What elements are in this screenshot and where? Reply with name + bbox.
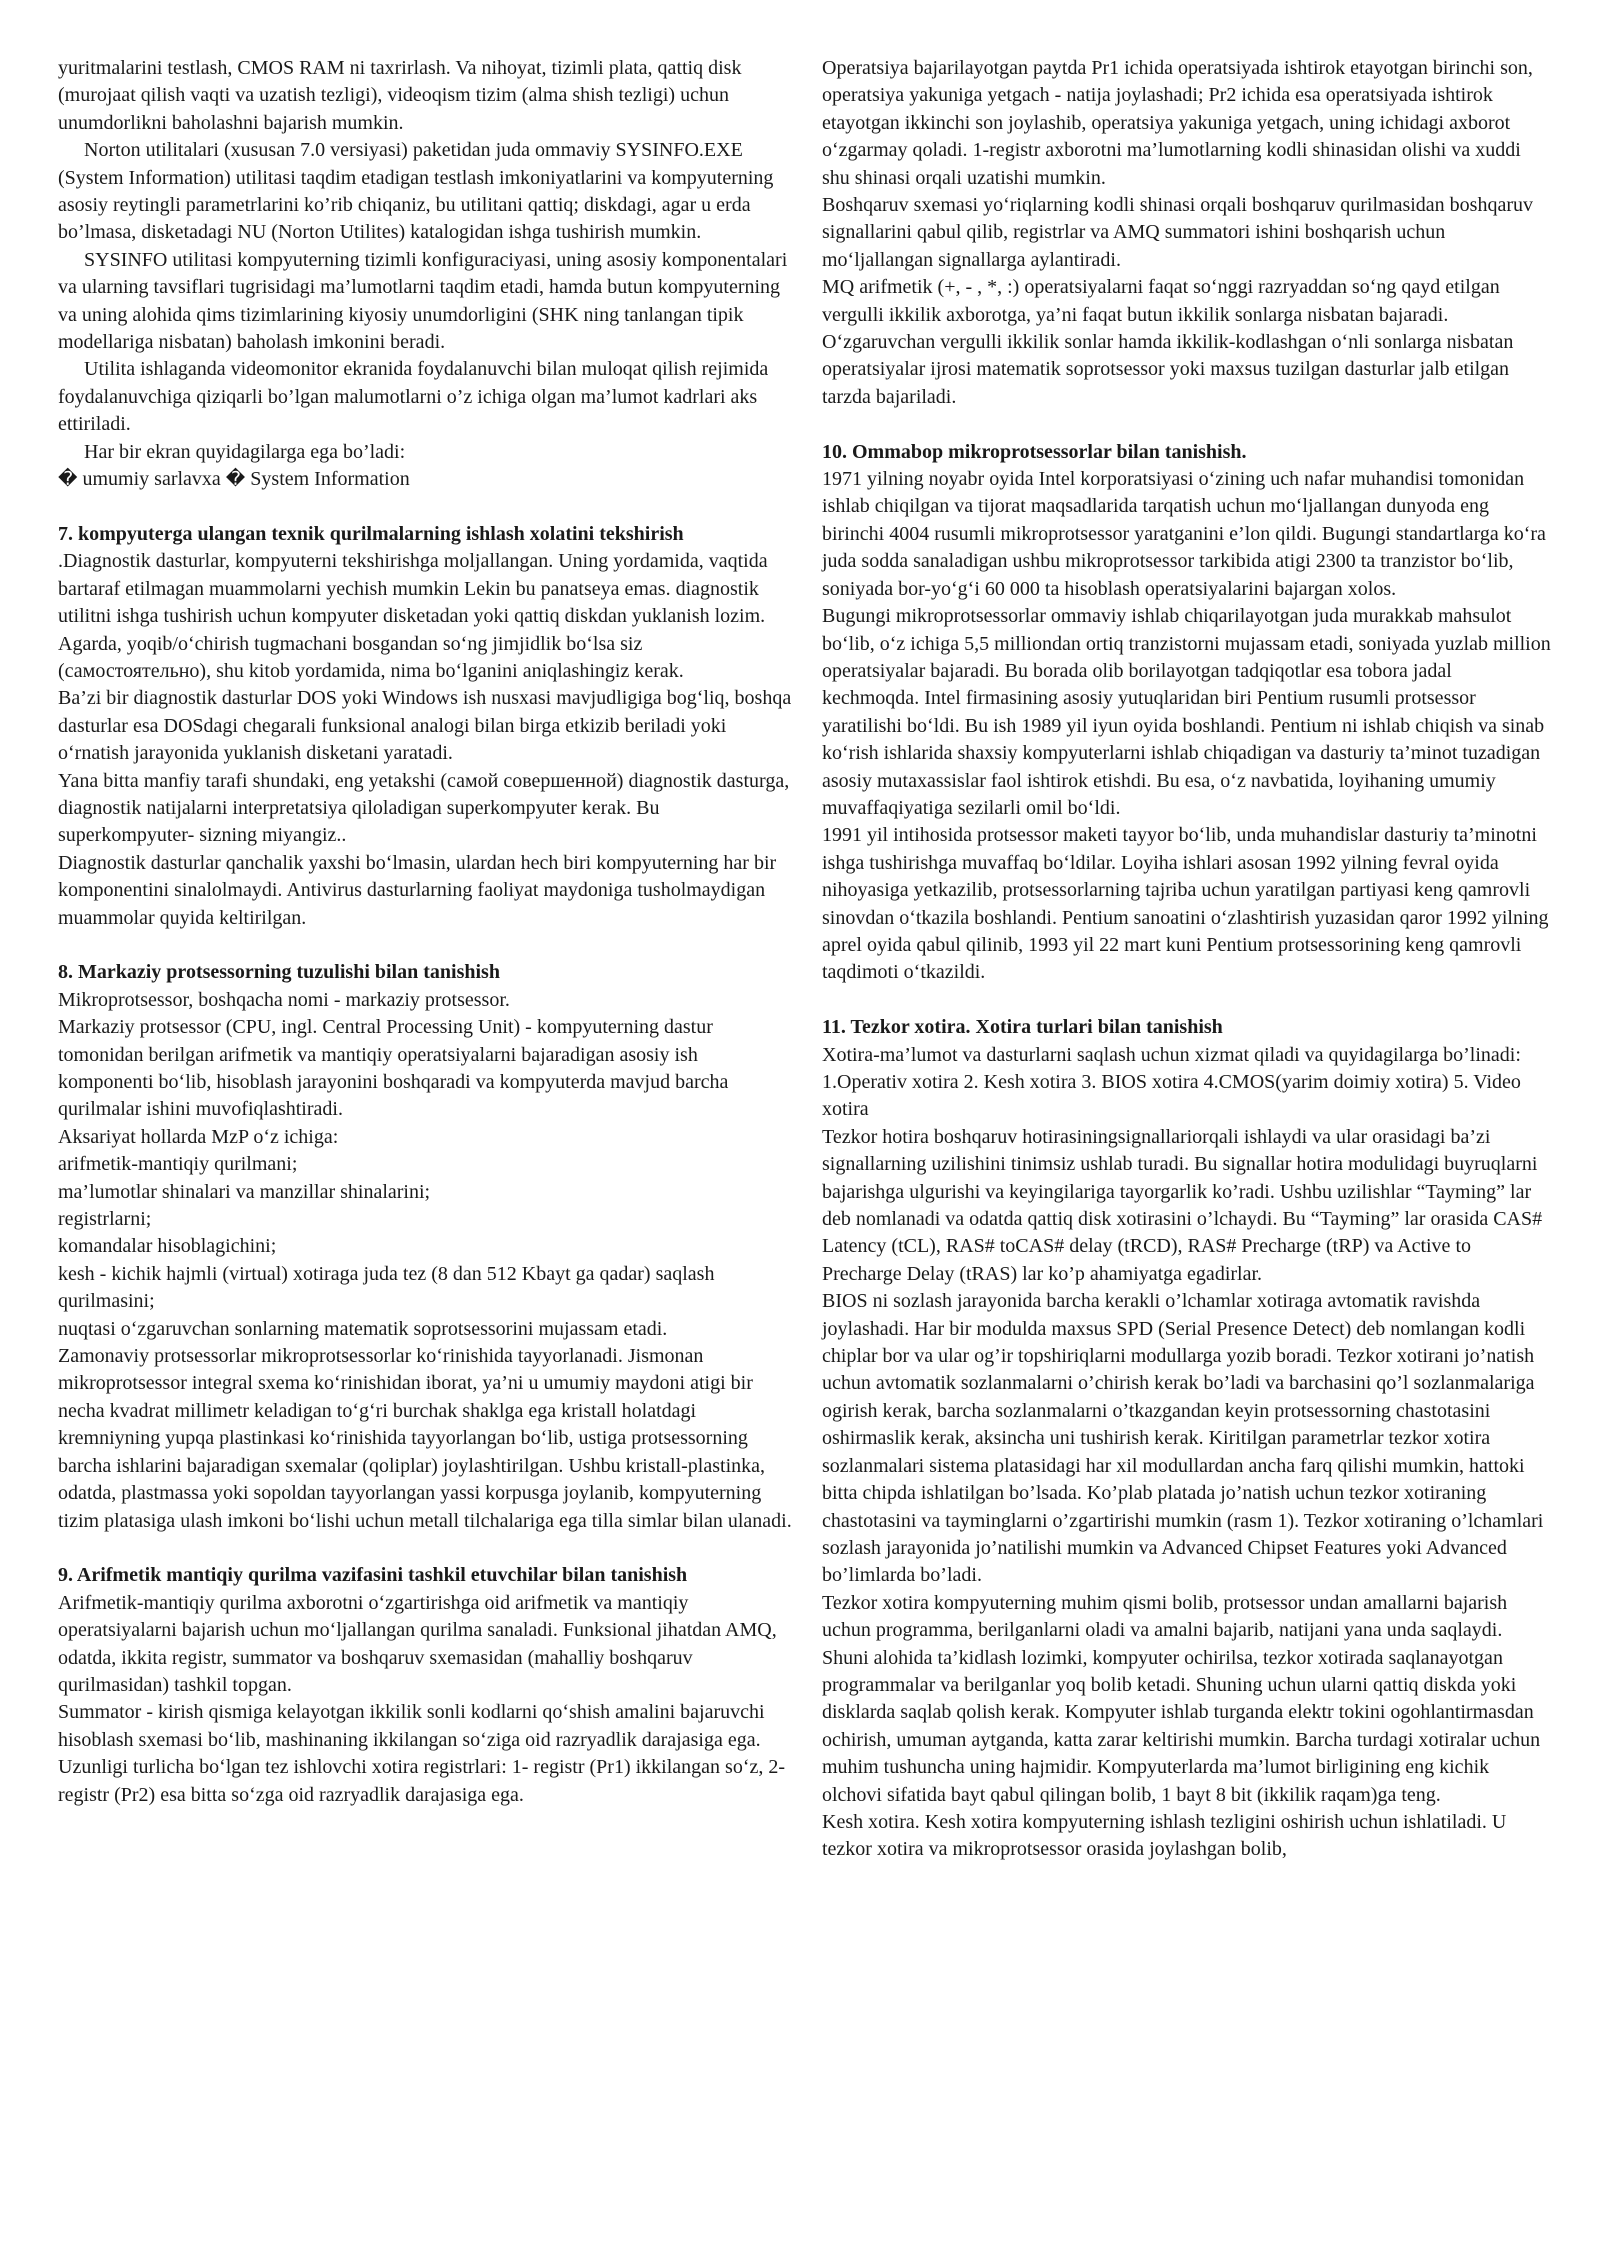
paragraph: 1.Operativ xotira 2. Kesh xotira 3. BIOS xotira 4.CMOS(yarim doimiy xotira) 5. Video xotira [822,1071,1521,1121]
section-heading: 11. Tezkor xotira. Xotira turlari bilan tanishish [822,1016,1223,1039]
paragraph: 1991 yil intihosida protsessor maketi tayyor bo‘lib, unda muhandislar dasturiy ta’minotni ishga tushirishga muvaffaq bo‘ldilar. Loyiha ishlari asosan 1992 yilning fevral oyida nihoyasiga yetkazilib, protsessorlarning tajriba uchun yaratilgan partiyasi keng qamrovli sinovdan o‘tkazila boshlandi. Pentium sanoatini o‘zlashtirish yuzasidan qaror 1992 yilning aprel oyida qabul qilinib, 1993 yil 22 mart kuni Pentium protsessorining keng qamrovli taqdimoti o‘tkazildi. [822,824,1549,984]
paragraph: 1971 yilning noyabr oyida Intel korporatsiyasi o‘zining uch nafar muhandisi tomonidan ishlab chiqilgan va tijorat maqsadlarida tarqatish uchun mo‘ljallangan dunyoda eng birinchi 4004 rusumli mikroprotsessor yaratganini e’lon qildi. Bugungi standartlarga ko‘ra juda sodda sanaladigan ushbu mikroprotsessor tarkibida atigi 2300 ta tranzistor bo‘lib, soniyada bor-yo‘g‘i 60 000 ta hisoblash operatsiyalarini bajargan xolos. [822,468,1546,600]
bullet-icon: � [225,468,246,491]
section-heading: 10. Ommabop mikroprotsessorlar bilan tanishish. [822,440,1247,463]
section-heading: 7. kompyuterga ulangan texnik qurilmalarning ishlash xolatini tekshirish [58,522,684,545]
bullet-text: umumiy sarlavxa [77,468,226,491]
bullet-text: System Information [245,468,410,491]
paragraph: Tezkor xotira kompyuterning muhim qismi bolib, protsessor undan amallarni bajarish uchun programma, berilganlarni oladi va amalni bajarib, natijani yana unda saqlaydi. Shuni alohida ta’kidlash lozimki, kompyuter ochirilsa, tezkor xotirada saqlanayotgan programmalar va berilganlar yoq bolib ketadi. Shuning uchun ularni qattiq diskda yoki disklarda saqlab qolish kerak. Kompyuter ishlab turganda elektr tokini ogohlantirmasdan ochirish, umuman aytganda, katta zarar keltirishi mumkin. Barcha turdagi xotiralar uchun muhim tushuncha uning hajmidir. Kompyuterlarda ma’lumot birligining eng kichik olchovi sifatida bayt qabul qilingan bolib, 1 bayt 8 bit (ikkilik raqam)ga teng. [822,1591,1541,1806]
right-column [822,55,1552,1864]
paragraph: Zamonaviy protsessorlar mikroprotsessorlar ko‘rinishida tayyorlanadi. Jismonan mikroprotsessor integral sxema ko‘rinishidan iborat, ya’ni u umumiy maydoni atigi bir necha kvadrat millimetr keladigan to‘g‘ri burchak shaklga ega kristall holatdagi kremniyning yupqa plastinkasi ko‘rinishida tayyorlangan bo‘lib, ustiga protsessorning barcha ishlarini bajaradigan sxemalar (qoliplar) joylashtirilgan. Ushbu kristall-plastinka, odatda, plastmassa yoki sopoldan tayyorlangan yassi korpusga joylanib, kompyuterning tizim platasiga ulash imkoni bo‘lishi uchun metall tilchalariga ega tilla simlar bilan ulanadi. [58,1345,792,1532]
paragraph: Norton utilitalari (xususan 7.0 versiyasi) paketidan juda ommaviy SYSINFO.EXE (System Information) utilitasi taqdim etadigan testlash imkoniyatlarini va kompyuterning asosiy reytingli parametrlarini ko’rib chiqaniz, bu utilitani qattiq; diskdagi, agar u erda bo’lmasa, disketadagi NU (Norton Utilites) katalogidan ishga tushirish mumkin. [58,139,774,244]
paragraph: Aksariyat hollarda MzP o‘z ichiga: [58,1125,339,1148]
list-item: kesh - kichik hajmli (virtual) xotiraga juda tez (8 dan 512 Kbayt ga qadar) saqlash qurilmasini; [58,1262,715,1313]
paragraph: Diagnostik dasturlar qanchalik yaxshi bo‘lmasin, ulardan hech biri kompyuterning har bir komponentini sinalolmaydi. Antivirus dasturlarning faoliyat maydoniga tusholmaydigan muammolar quyida keltirilgan. [58,851,777,929]
paragraph: Kesh xotira. Kesh xotira kompyuterning ishlash tezligini oshirish uchun ishlatiladi. U tezkor xotira va mikroprotsessor orasida joylashgan bolib, [822,1810,1507,1861]
section-heading: 9. Arifmetik mantiqiy qurilma vazifasini tashkil etuvchilar bilan tanishish [58,1564,688,1587]
paragraph: Boshqaruv sxemasi yo‘riqlarning kodli shinasi orqali boshqaruv qurilmasidan boshqaruv signallarini qabul qilib, registrlar va AMQ summatori ishini boshqarish uchun mo‘ljallangan signallarga aylantiradi. [822,194,1534,271]
paragraph: Utilita ishlaganda videomonitor ekranida foydalanuvchi bilan muloqat qilish rejimida foydalanuvchiga qiziqarli bo’lgan malumotlarni o’z ichiga olgan ma’lumot kadrlari aks ettiriladi. [58,358,769,436]
paragraph: Markaziy protsessor (CPU, ingl. Central Processing Unit) - kompyuterning dastur tomonidan berilgan arifmetik va mantiqiy operatsiyalarni bajaradigan asosiy ish komponenti bo‘lib, hisoblash jarayonini boshqaradi va kompyuterda mavjud barcha qurilmalar ishini muvofiqlashtiradi. [58,1016,729,1121]
paragraph: Summator - kirish qismiga kelayotgan ikkilik sonli kodlarni qo‘shish amalini bajaruvchi hisoblash sxemasi bo‘lib, mashinaning ikkilangan so‘ziga oid razryadlik darajasiga ega. [58,1701,765,1751]
bullet-line [58,466,793,493]
paragraph: Tezkor hotira boshqaruv hotirasiningsignallariorqali ishlaydi va ular orasidagi ba’zi signallarning uzilishini tinimsiz ushlab turadi. Bu signallar hotira modulidagi buyruqlarni bajarishga ulgurishi va keyingilariga tayorgarlik ko’radi. Ushbu uzilishlar “Tayming” lar deb nomlanadi va odatda qattiq disk xotirasini o’lchaydi. Bu “Tayming” lar orasida CAS# Latency (tCL), RAS# toCAS# delay (tRCD), RAS# Precharge (tRP) va Active to Precharge Delay (tRAS) lar ko’p ahamiyatga egadirlar. [822,1125,1543,1285]
paragraph: Arifmetik-mantiqiy qurilma axborotni o‘zgartirishga oid arifmetik va mantiqiy operatsiyalarni bajarish uchun mo‘ljallangan qurilma sanaladi. Funksional jihatdan AMQ, odatda, ikkita registr, summator va boshqaruv sxemasidan (mahalliy boshqaruv qurilmasidan) tashkil topgan. [58,1591,777,1696]
paragraph: MQ arifmetik (+, - , *, :) operatsiyalarni faqat so‘nggi razryaddan so‘ng qayd etilgan vergulli ikkilik axborotga, ya’ni faqat butun ikkilik sonlarga nisbatan bajaradi. [822,276,1500,326]
paragraph: Yana bitta manfiy tarafi shundaki, eng yetakshi (самой совершенной) diagnostik dasturga, diagnostik natijalarni interpretatsiya qiloladigan superkompyuter kerak. Bu superkompyuter- sizning miyangiz.. [58,769,790,847]
list-item: registrlarni; [58,1208,152,1231]
paragraph: Uzunligi turlicha bo‘lgan tez ishlovchi xotira registrlari: 1- registr (Pr1) ikkilangan so‘z, 2- registr (Pr2) esa bitta so‘zga oid razryadlik darajasiga ega. [58,1756,786,1806]
list-item: ma’lumotlar shinalari va manzillar shinalarini; [58,1180,431,1203]
paragraph: SYSINFO utilitasi kompyuterning tizimli konfiguraciyasi, uning asosiy komponentalari va ularning tavsiflari tugrisidagi ma’lumotlarni taqdim etadi, hamda butun kompyuterning va uning alohida qims tizimlarining kiyosiy unumdorligini (SHK ning tanlangan tipik modellariga nisbatan) baholash imkonini beradi. [58,248,788,354]
section-heading: 8. Markaziy protsessorning tuzulishi bilan tanishish [58,961,500,984]
list-item: komandalar hisoblagichini; [58,1235,277,1258]
paragraph: BIOS ni sozlash jarayonida barcha kerakli o’lchamlar xotiraga avtomatik ravishda joylashadi. Har bir modulda maxsus SPD (Serial Presence Detect) deb nomlangan kodli chiplar bor va ular og’ir topshiriqlarni modullarga yozib boradi. Tezkor xotirani jo’natish uchun avtomatik sozlanmalarni o’chirish kerak bo’ladi va barchasini qo’l sozlanmalariga ogirish kerak, barcha sozlanmalarni o’tkazgandan keyin protsessorning chastotasini oshirmaslik kerak, aksincha uni tushirish kerak. Kiritilgan parametrlar tezkor xotira sozlanmalari sistema platasidagi har xil modullardan ancha farq qilishi mumkin, hattoki bitta chipda ishlatilgan bo’lsada. Ko’plab platada jo’natish uchun tezkor xotiraning chastotasini va tayminglarni o’zgartirishi mumkin (rasm 1). Tezkor xotiraning o’lchamlari sozlash jarayonida jo’natilishi mumkin va Advanced Chipset Features yoki Advanced bo’limlarda bo’ladi. [822,1290,1544,1587]
paragraph: Ba’zi bir diagnostik dasturlar DOS yoki Windows ish nusxasi mavjudligiga bog‘liq, boshqa dasturlar esa DOSdagi chegarali funksional analogi bilan birga etkizib beriladi yoki o‘rnatish jarayonida yuklanish disketani yaratadi. [58,687,792,765]
paragraph: yuritmalarini testlash, CMOS RAM ni taxrirlash. Va nihoyat, tizimli plata, qattiq disk (murojaat qilish vaqti va uzatish tezligi), videoqism tizim (alma shish tezligi) uchun unumdorlikni baholashni bajarish mumkin. [58,57,742,134]
paragraph: Xotira-ma’lumot va dasturlarni saqlash uchun xizmat qiladi va quyidagilarga bo’linadi: [822,1043,1521,1066]
bullet-icon: � [58,468,78,491]
paragraph: .Diagnostik dasturlar, kompyuterni tekshirishga moljallangan. Uning yordamida, vaqtida bartaraf etilmagan muammolarni yechish mumkin Lekin bu panatseya emas. diagnostik utilitni ishga tushirish uchun kompyuter disketadan yoki qattiq diskdan yuklanish lozim. Agarda, yoqib/o‘chirish tugmachani bosgandan so‘ng jimjidlik bo‘lsa siz (самостоятельно), shu kitob yordamida, nima bo‘lganini aniqlashingiz kerak. [58,550,768,682]
paragraph: O‘zgaruvchan vergulli ikkilik sonlar hamda ikkilik-kodlashgan o‘nli sonlarga nisbatan operatsiyalar ijrosi matematik soprotsessor yoki maxsus tuzilgan dasturlar jalb etilgan tarzda bajariladi. [822,331,1514,408]
list-item: arifmetik-mantiqiy qurilmani; [58,1153,298,1176]
paragraph: Har bir ekran quyidagilarga ega bo’ladi: [84,440,406,463]
left-column [58,55,793,1809]
paragraph: Bugungi mikroprotsessorlar ommaviy ishlab chiqarilayotgan juda murakkab mahsulot bo‘lib, o‘z ichiga 5,5 milliondan ortiq tranzistorni mujassam etadi, soniyada yuzlab million operatsiyalar bajaradi. Bu borada olib borilayotgan tadqiqotlar esa tobora jadal kechmoqda. Intel firmasining asosiy yutuqlaridan biri Pentium rusumli protsessor yaratilishi bo‘ldi. Bu ish 1989 yil iyun oyida boshlandi. Pentium ni ishlab chiqish va sinab ko‘rish ishlarida shaxsiy kompyuterlarni ishlab chiqadigan va dasturiy ta’minot tuzadigan asosiy mutaxassislar faol ishtirok etishdi. Bu esa, o‘z navbatida, loyihaning umumiy muvaffaqiyatiga sezilarli omil bo‘ldi. [822,605,1551,819]
paragraph: Operatsiya bajarilayotgan paytda Pr1 ichida operatsiyada ishtirok etayotgan birinchi son, operatsiya yakuniga yetgach - natija joylashadi; Pr2 ichida esa operatsiyada ishtirok etayotgan ikkinchi son joylashib, operatsiya yakuniga yetgach, uning ichidagi axborot o‘zgarmay qoladi. 1-registr axborotni ma’lumotlarning kodli shinasidan olishi va xuddi shu shinasi orqali uzatishi mumkin. [822,57,1533,189]
list-item: nuqtasi o‘zgaruvchan sonlarning matematik soprotsessorini mujassam etadi. [58,1317,668,1340]
paragraph: Mikroprotsessor, boshqacha nomi - markaziy protsessor. [58,988,510,1011]
